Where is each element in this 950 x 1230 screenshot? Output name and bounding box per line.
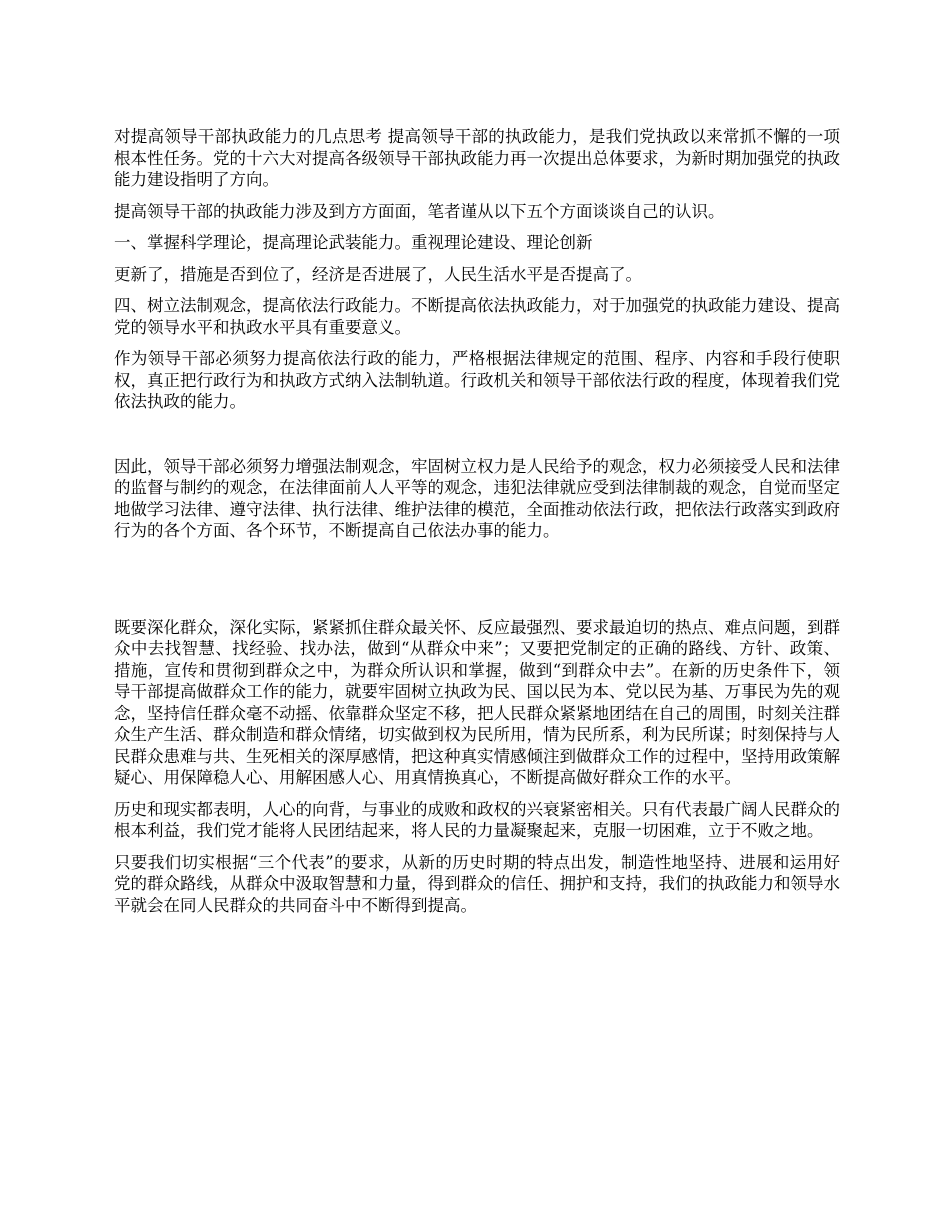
paragraph-history: 历史和现实都表明，人心的向背，与事业的成败和政权的兴衰紧密相关。只有代表最广阔人民群众的根本利益，我们党才能将人民团结起来，将人民的力量凝聚起来，克服一切困难，立于不败之地。 [114,799,840,840]
paragraph-fragment: 更新了，措施是否到位了，经济是否进展了，人民生活水平是否提高了。 [114,264,642,284]
paragraph-section-4: 四、树立法制观念，提高依法行政能力。不断提高依法执政能力，对于加强党的执政能力建设、提高党的领导水平和执政水平具有重要意义。 [114,296,840,337]
paragraph-rule-of-law: 作为领导干部必须努力提高依法行政的能力，严格根据法律规定的范围、程序、内容和手段行使职权，真正把行政行为和执政方式纳入法制轨道。行政机关和领导干部依法行政的程度，体现着我们党依法执政的能力。 [114,349,840,411]
paragraph-legal-awareness: 因此，领导干部必须努力增强法制观念，牢固树立权力是人民给予的观念，权力必须接受人民和法律的监督与制约的观念，在法律面前人人平等的观念，违犯法律就应受到法律制裁的观念，自觉而坚定地做学习法律、遵守法律、执行法律、维护法律的模范，全面推动依法行政，把依法行政落实到政府行为的各个方面、各个环节，不断提高自己依法办事的能力。 [114,456,840,540]
blank-space [114,423,840,456]
paragraph-overview: 提高领导干部的执政能力涉及到方方面面，笔者谨从以下五个方面谈谈自己的认识。 [114,201,725,221]
paragraph-section-1: 一、掌握科学理论，提高理论武装能力。重视理论建设、理论创新 [114,233,593,252]
paragraph-intro: 对提高领导干部执政能力的几点思考 提高领导干部的执政能力，是我们党执政以来常抓不懈的一项根本性任务。党的十六大对提高各级领导干部执政能力再一次提出总体要求，为新时期加强党的执政能力建设指明了方向。 [114,127,840,189]
document-page [114,126,840,926]
paragraph-conclusion: 只要我们切实根据“三个代表”的要求，从新的历史时期的特点出发，制造性地坚持、进展和运用好党的群众路线，从群众中汲取智慧和力量，得到群众的信任、拥护和支持，我们的执政能力和领导水平就会在同人民群众的共同奋斗中不断得到提高。 [114,852,840,915]
blank-space [114,552,840,617]
paragraph-mass-line: 既要深化群众，深化实际，紧紧抓住群众最关怀、反应最强烈、要求最迫切的热点、难点问题，到群众中去找智慧、找经验、找办法，做到“从群众中来”；又要把党制定的正确的路线、方针、政策、措施，宣传和贯彻到群众之中，为群众所认识和掌握，做到“到群众中去”。在新的历史条件下，领导干部提高做群众工作的能力，就要牢固树立执政为民、国以民为本、党以民为基、万事民为先的观念，坚持信任群众毫不动摇、依靠群众坚定不移，把人民群众紧紧地团结在自己的周围，时刻关注群众生产生活、群众制造和群众情绪，切实做到权为民所用，情为民所系，利为民所谋；时刻保持与人民群众患难与共、生死相关的深厚感情，把这种真实情感倾注到做群众工作的过程中，坚持用政策解疑心、用保障稳人心、用解困感人心、用真情换真心，不断提高做好群众工作的水平。 [114,617,840,787]
